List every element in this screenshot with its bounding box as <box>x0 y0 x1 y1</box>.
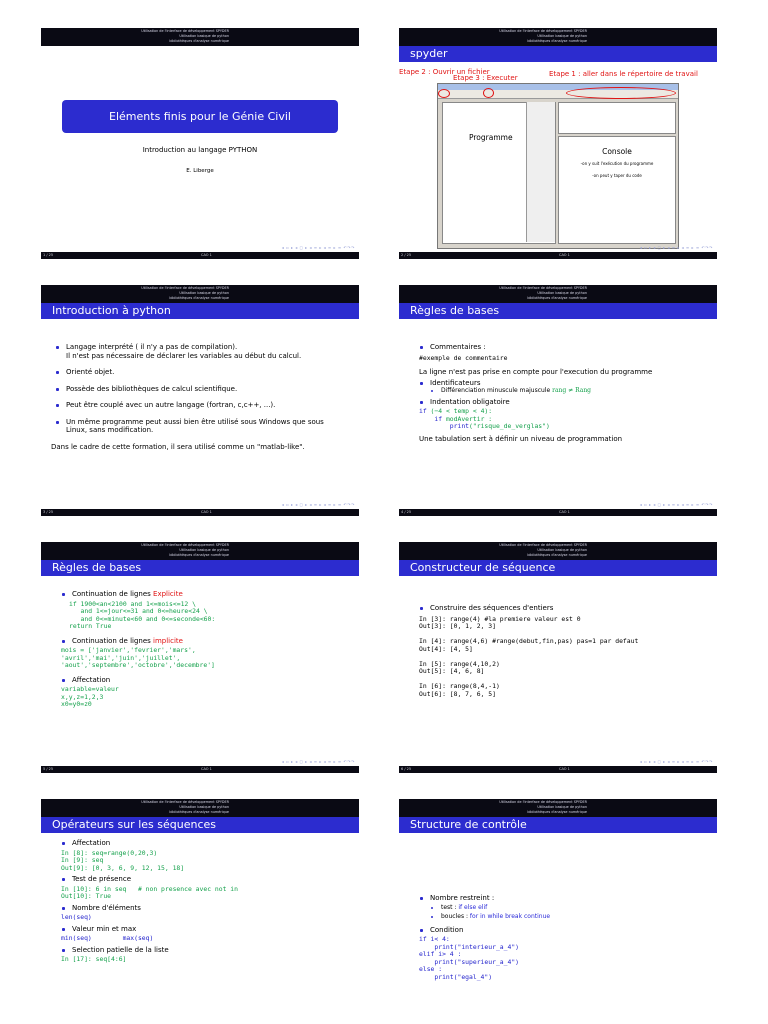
console-pane: Console -on y suit l'exécution du programme -on peut y taper du code <box>558 136 676 244</box>
bullet: Continuation de lignes Explicite <box>61 590 349 599</box>
slide-content <box>419 604 713 698</box>
code-explicit: if 1900<an<2100 and 1<=mois<=12 \ and 1<=jour<=31 and 0<=heure<24 \ and 0<=minute<60 and 0<=seconde<60: return True <box>69 599 216 630</box>
bullet: Valeur min et max <box>61 925 349 934</box>
presentation-subtitle: Introduction au langage PYTHON <box>142 146 258 154</box>
slide-footer: 4 / 25 CAO 1 <box>399 509 717 516</box>
code-comment: #exemple de commentaire <box>419 353 508 362</box>
slide-4 <box>399 285 717 516</box>
slide-header-bar: Utilisation de l'interface de développement SPYDER Utilisation basique de python bibliothèques d'analyse numérique <box>41 542 359 560</box>
slide-5 <box>41 542 359 773</box>
bullet: Continuation de lignes implicite <box>61 637 349 646</box>
slide-title: Introduction à python <box>41 303 359 319</box>
slide-header-bar: Utilisation de l'interface de développement SPYDER Utilisation basique de python bibliothèques d'analyse numérique <box>399 799 717 817</box>
code-condition: if i< 4: print("interieur_a_4") elif i> 4 : print("superieur_a_4") else : print("egal_4") <box>419 935 520 981</box>
bullet: Condition <box>419 926 707 935</box>
slide-content <box>51 343 329 451</box>
slide-footer: 2 / 25 CAO 1 <box>399 252 717 259</box>
paragraph: Dans le cadre de cette formation, il sera utilisé comme un "matlab-like". <box>51 442 305 451</box>
slide-title: Opérateurs sur les séquences <box>41 817 359 833</box>
code-block: if (−4 < temp < 4): if modAvertir : print("risque_de_verglas") <box>419 407 550 430</box>
slide-3 <box>41 285 359 516</box>
slide-title: Constructeur de séquence <box>399 560 717 576</box>
slide-header-bar <box>41 28 359 46</box>
slide-header-bar: Utilisation de l'interface de développement SPYDER Utilisation basique de python bibliothèques d'analyse numérique <box>399 542 717 560</box>
slide-header-bar: Utilisation de l'interface de développement SPYDER Utilisation basique de python bibliothèques d'analyse numérique <box>399 28 717 46</box>
inspector-pane <box>558 102 676 134</box>
beamer-nav-icons[interactable]: ◂ ▫ ▸ ◂ ◻ ▸ ◂ ≡ ▸ ◂ ≡ ▸ ≡ ↶↷↷ <box>639 759 713 764</box>
annotation-step1: Etape 1 : aller dans le répertoire de travail <box>549 70 698 78</box>
code-presence: In [10]: 6 in seq # non presence avec not in Out[10]: True <box>61 884 238 900</box>
code-minmax: min(seq) max(seq) <box>61 934 154 942</box>
paragraph: Une tabulation sert à définir un niveau de programmation <box>419 434 623 443</box>
slide-2 <box>399 28 717 259</box>
slide-content <box>419 894 707 981</box>
slide-header-bar: Utilisation de l'interface de développement SPYDER Utilisation basique de python bibliothèques d'analyse numérique <box>41 285 359 303</box>
bullet: Indentation obligatoire <box>419 398 707 407</box>
annotation-circle-run <box>483 88 494 98</box>
code-slice: In [17]: seq[4:6] <box>61 955 127 963</box>
slide-title: spyder <box>399 46 717 62</box>
slide-header-bar: Utilisation de l'interface de développement SPYDER Utilisation basique de python bibliothèques d'analyse numérique <box>399 285 717 303</box>
slide-title: Structure de contrôle <box>399 817 717 833</box>
spyder-screenshot <box>437 83 679 249</box>
bullet: Langage interprété ( il n'y a pas de compilation). Il n'est pas nécessaire de déclarer les variables au début du calcul. <box>55 343 329 360</box>
slide-title: Règles de bases <box>41 560 359 576</box>
code-len: len(seq) <box>61 913 92 921</box>
slide-footer: 3 / 25 CAO 1 <box>41 509 359 516</box>
slide-content <box>419 343 707 443</box>
bullet: Construire des séquences d'entiers <box>419 604 713 613</box>
bullet: Un même programme peut aussi bien être utilisé sous Windows que sous Linux, sans modification. <box>55 418 329 435</box>
editor-pane: Programme <box>442 102 556 244</box>
slide-footer: 6 / 25 CAO 1 <box>399 766 717 773</box>
beamer-nav-icons[interactable]: ◂ ▫ ▸ ◂ ◻ ▸ ◂ ≡ ▸ ◂ ≡ ▸ ≡ ↶↷↷ <box>639 502 713 507</box>
author: E. Liberge <box>186 168 214 174</box>
annotation-step2: Etape 2 : Ouvrir un fichier <box>399 68 490 76</box>
slide-content <box>61 839 349 964</box>
beamer-nav-icons[interactable]: ◂ ▫ ▸ ◂ ◻ ▸ ◂ ≡ ▸ ◂ ≡ ▸ ≡ ↶↷↷ <box>281 759 355 764</box>
bullet: Nombre restreint : test : if else elif boucles : for in while break continue <box>419 894 707 922</box>
bullet: Test de présence <box>61 875 349 884</box>
code-affectation: In [8]: seq=range(0,20,3) In [9]: seq Out[9]: [0, 3, 6, 9, 12, 15, 18] <box>61 848 185 872</box>
code-range: In [3]: range(4) #la premiere valeur est 0 Out[3]: [0, 1, 2, 3] In [4]: range(4,6) #range(debut,fin,pas) pas=1 par defaut Out[4]: [4, 5] In [5]: range(4,10,2) Out[5]: [4, 6, 8] In [6]: range(8,4,-1) Out[6]: [8, 7, 6, 5] <box>419 614 639 698</box>
slide-6 <box>399 542 717 773</box>
bullet: Nombre d'éléments <box>61 904 349 913</box>
bullet: Identificateurs Différenciation minuscule majuscule rang ≠ Rang <box>419 379 707 396</box>
slide-footer: 5 / 25 CAO 1 <box>41 766 359 773</box>
presentation-title: Eléments finis pour le Génie Civil <box>62 100 338 133</box>
beamer-nav-icons[interactable]: ◂ ▫ ▸ ◂ ◻ ▸ ◂ ≡ ▸ ◂ ≡ ▸ ≡ ↶↷↷ <box>639 245 713 250</box>
bullet: Possède des bibliothèques de calcul scientifique. <box>55 385 329 394</box>
bullet: Peut être couplé avec un autre langage (fortran, c,c++, ...). <box>55 401 329 410</box>
code-affectation: variable=valeur x,y,z=1,2,3 x0=y0=z0 <box>61 685 119 708</box>
header-lines: Utilisation de l'interface de développement SPYDER Utilisation basique de python bibliothèques d'analyse numérique <box>141 29 229 43</box>
slide-1 <box>41 28 359 259</box>
bullet: Affectation <box>61 839 349 848</box>
slide-8 <box>399 799 717 1024</box>
annotation-step3: Etape 3 : Executer <box>453 74 518 82</box>
paragraph: La ligne n'est pas prise en compte pour l'execution du programme <box>419 368 653 376</box>
bullet: Orienté objet. <box>55 368 329 377</box>
code-implicit: mois = ['janvier','fevrier','mars', 'avril','mai','juin','juillet', 'aout','septembre','octobre','decembre'] <box>61 646 215 669</box>
annotation-circle-open <box>438 89 450 98</box>
slide-content <box>61 590 349 709</box>
slide-title: Règles de bases <box>399 303 717 319</box>
annotation-circle-dir <box>566 87 676 99</box>
bullet: Selection patielle de la liste <box>61 946 349 955</box>
beamer-nav-icons[interactable]: ◂ ▫ ▸ ◂ ◻ ▸ ◂ ≡ ▸ ◂ ≡ ▸ ≡ ↶↷↷ <box>281 245 355 250</box>
bullet: Commentaires : <box>419 343 707 352</box>
bullet: Affectation <box>61 676 349 685</box>
slide-7 <box>41 799 359 1024</box>
slide-footer: 1 / 25 CAO 1 <box>41 252 359 259</box>
slide-header-bar: Utilisation de l'interface de développement SPYDER Utilisation basique de python bibliothèques d'analyse numérique <box>41 799 359 817</box>
beamer-nav-icons[interactable]: ◂ ▫ ▸ ◂ ◻ ▸ ◂ ≡ ▸ ◂ ≡ ▸ ≡ ↶↷↷ <box>281 502 355 507</box>
